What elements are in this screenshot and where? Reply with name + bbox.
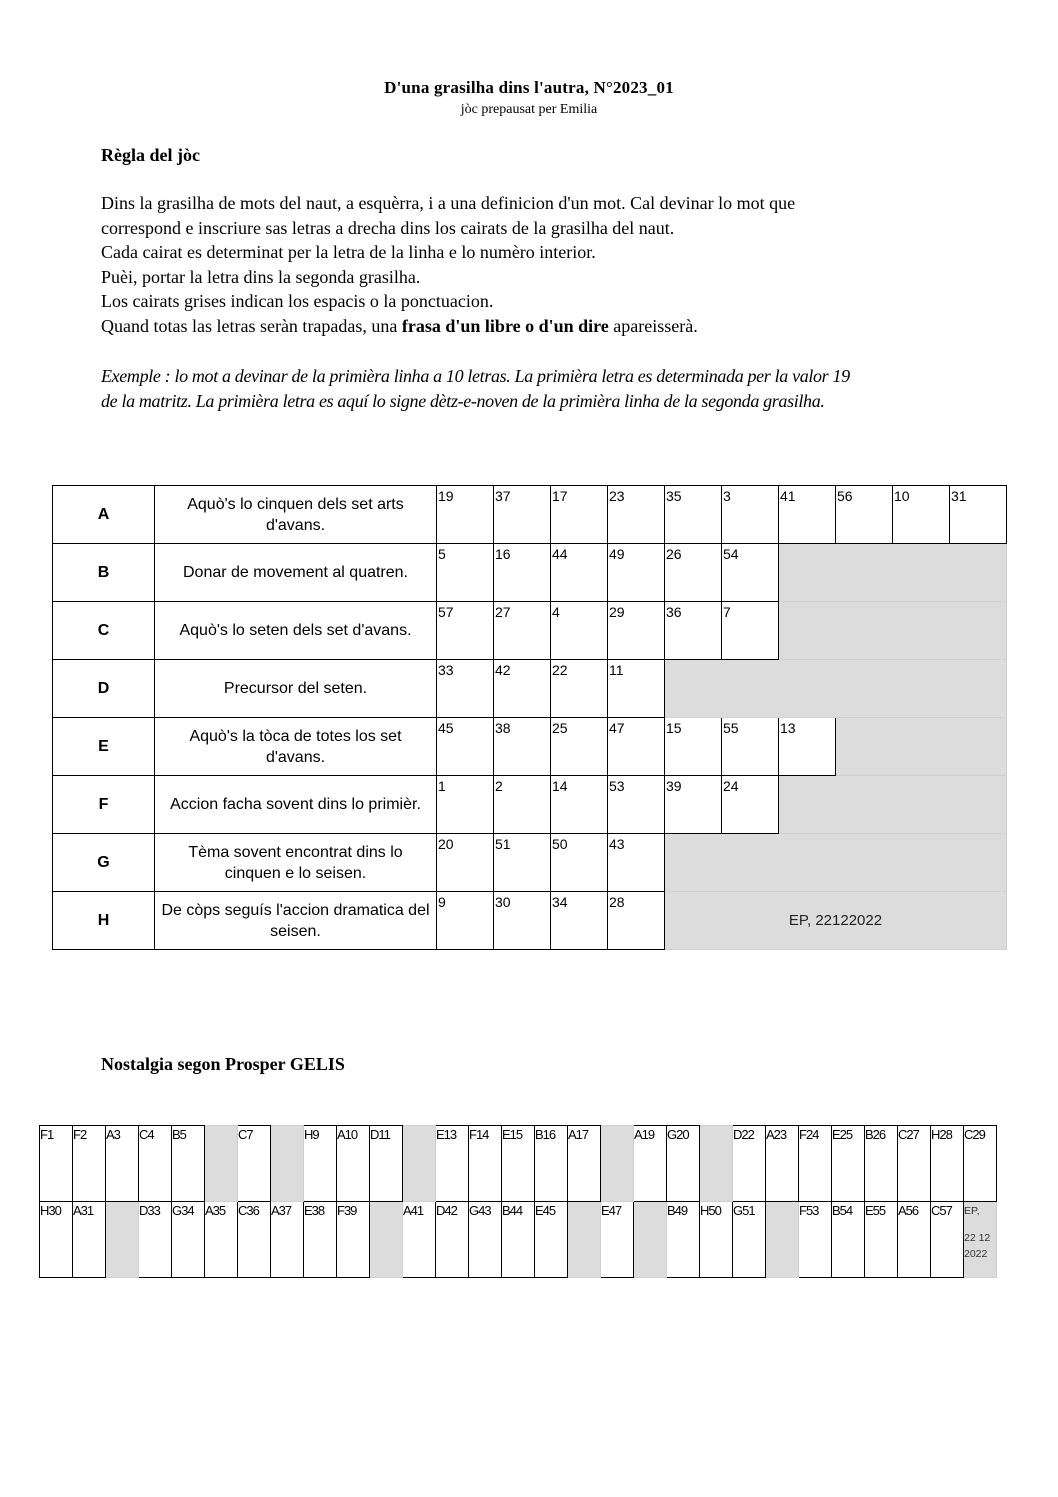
cell-number: 28 [609, 894, 625, 910]
answer-cell[interactable] [502, 1202, 535, 1278]
row-definition: Tèma sovent encontrat dins lo cinquen e lo seisen. [155, 834, 437, 892]
answer-cell[interactable] [205, 1202, 238, 1278]
letter-cell[interactable] [494, 834, 551, 892]
cell-number: 7 [723, 604, 731, 620]
letter-cell[interactable] [551, 660, 608, 718]
blank-area [779, 776, 1007, 834]
row-definition: Donar de movement al quatren. [155, 544, 437, 602]
cell-code: A23 [766, 1127, 787, 1142]
rules-line: Cada cairat es determinat per la letra de la linha e lo numèro interior. [101, 242, 596, 262]
cell-code: F14 [469, 1127, 489, 1142]
letter-cell[interactable] [494, 602, 551, 660]
cell-code: C4 [139, 1127, 154, 1142]
letter-cell[interactable] [665, 544, 722, 602]
letter-cell[interactable] [437, 602, 494, 660]
cell-number: 20 [438, 836, 454, 852]
grid-row-b [53, 544, 1007, 602]
letter-cell[interactable] [836, 486, 893, 544]
letter-cell[interactable] [551, 834, 608, 892]
cell-code: E25 [832, 1127, 853, 1142]
cell-number: 57 [438, 604, 454, 620]
letter-cell[interactable] [608, 892, 665, 950]
row-definition: Aquò's la tòca de totes los set d'avans. [155, 718, 437, 776]
letter-cell[interactable] [551, 602, 608, 660]
letter-cell[interactable] [437, 544, 494, 602]
letter-cell[interactable] [665, 776, 722, 834]
signature-cell [964, 1202, 997, 1278]
cell-number: 45 [438, 720, 454, 736]
row-definition: De còps seguís l'accion dramatica del seisen. [155, 892, 437, 950]
answer-row1 [40, 1126, 997, 1202]
answer-cell[interactable] [931, 1126, 964, 1202]
letter-cell[interactable] [551, 544, 608, 602]
row-label: A [53, 486, 155, 544]
blank-area [779, 602, 1007, 660]
cell-number: 11 [609, 662, 624, 678]
cell-code: H9 [304, 1127, 319, 1142]
row-label: D [53, 660, 155, 718]
cell-code: A31 [73, 1203, 94, 1218]
cell-code: E38 [304, 1203, 325, 1218]
answer-cell[interactable] [469, 1126, 502, 1202]
answer-cell[interactable] [568, 1126, 601, 1202]
cell-number: 39 [666, 778, 682, 794]
cell-code: G51 [733, 1203, 755, 1218]
row-definition: Accion facha sovent dins lo primièr. [155, 776, 437, 834]
letter-cell[interactable] [608, 660, 665, 718]
answer-cell[interactable] [139, 1126, 172, 1202]
cell-code: E47 [601, 1203, 622, 1218]
letter-cell[interactable] [437, 486, 494, 544]
cell-code: A17 [568, 1127, 589, 1142]
answer-cell[interactable] [139, 1202, 172, 1278]
letter-cell[interactable] [494, 776, 551, 834]
letter-cell[interactable] [551, 486, 608, 544]
answer-cell[interactable] [865, 1202, 898, 1278]
cell-code: D11 [370, 1127, 390, 1142]
cell-number: 51 [495, 836, 511, 852]
row-label: B [53, 544, 155, 602]
answer-row2 [40, 1202, 997, 1278]
cell-number: 56 [837, 488, 853, 504]
cell-code: B16 [535, 1127, 556, 1142]
cell-code: H30 [40, 1203, 61, 1218]
answer-cell[interactable] [172, 1126, 205, 1202]
signature-line: EP, [964, 1205, 980, 1217]
answer-cell[interactable] [106, 1126, 139, 1202]
answer-cell[interactable] [337, 1126, 370, 1202]
rules-line: Puèi, portar la letra dins la segonda grasilha. [101, 266, 421, 287]
cell-code: C57 [931, 1203, 952, 1218]
row-label: E [53, 718, 155, 776]
row-label: C [53, 602, 155, 660]
answer-cell[interactable] [172, 1202, 205, 1278]
cell-number: 37 [495, 488, 511, 504]
cell-number: 36 [666, 604, 682, 620]
letter-cell[interactable] [551, 892, 608, 950]
cell-number: 49 [609, 546, 625, 562]
blank-area [665, 660, 1007, 718]
cell-code: B44 [502, 1203, 523, 1218]
letter-cell[interactable] [494, 892, 551, 950]
grid-row-c [53, 602, 1007, 660]
answer-cell[interactable] [271, 1202, 304, 1278]
letter-cell[interactable] [722, 718, 779, 776]
cell-code: C7 [238, 1127, 253, 1142]
example-line: Exemple : lo mot a devinar de la primièra linha a 10 letras. La primièra letra es determinada per la valor 19 [101, 366, 850, 386]
rules-last-bold: frasa d'un libre o d'un dire [401, 315, 609, 336]
answer-cell[interactable] [535, 1126, 568, 1202]
letter-cell[interactable] [551, 776, 608, 834]
cell-code: E55 [865, 1203, 886, 1218]
cell-number: 25 [552, 720, 568, 736]
blank-area [779, 544, 1007, 602]
answer-cell[interactable] [436, 1126, 469, 1202]
answer-cell[interactable] [667, 1202, 700, 1278]
letter-cell[interactable] [608, 602, 665, 660]
cell-number: 16 [495, 546, 511, 562]
cell-number: 10 [894, 488, 910, 504]
cell-number: 13 [780, 720, 796, 736]
letter-cell[interactable] [494, 544, 551, 602]
cell-number: 19 [438, 488, 454, 504]
answer-cell[interactable] [601, 1202, 634, 1278]
letter-cell[interactable] [722, 776, 779, 834]
cell-code: A56 [898, 1203, 919, 1218]
cell-code: B49 [667, 1203, 688, 1218]
cell-code: G43 [469, 1203, 491, 1218]
cell-code: F2 [73, 1127, 87, 1142]
cell-code: F24 [799, 1127, 819, 1142]
example-line: de la matritz. La primièra letra es aquí lo signe dètz-e-noven de la primièra linha de la segonda grasilha. [101, 390, 825, 411]
cell-code: D42 [436, 1203, 457, 1218]
signature-line: 22 12 [964, 1232, 991, 1244]
cell-number: 5 [438, 546, 446, 562]
cell-code: D33 [139, 1203, 160, 1218]
answer-cell[interactable] [337, 1202, 370, 1278]
signature: EP, 22122022 [665, 892, 1007, 950]
cell-number: 4 [552, 604, 560, 620]
row-label: F [53, 776, 155, 834]
answer-cell[interactable] [436, 1202, 469, 1278]
cell-number: 30 [495, 894, 511, 910]
letter-cell[interactable] [551, 718, 608, 776]
space-cell [205, 1126, 238, 1202]
answer-cell[interactable] [799, 1126, 832, 1202]
cell-number: 31 [951, 488, 967, 504]
letter-cell[interactable] [722, 486, 779, 544]
letter-cell[interactable] [722, 544, 779, 602]
grid-row-f [53, 776, 1007, 834]
cell-number: 42 [495, 662, 511, 678]
answer-cell[interactable] [865, 1126, 898, 1202]
example-text [101, 364, 1001, 413]
cell-number: 2 [495, 778, 503, 794]
cell-number: 55 [723, 720, 739, 736]
letter-cell[interactable] [608, 776, 665, 834]
rules-heading: Règla del jòc [101, 145, 200, 165]
letter-cell[interactable] [494, 660, 551, 718]
page-title: D'una grasilha dins l'autra, N°2023_01 [384, 78, 674, 97]
row-definition: Aquò's lo seten dels set d'avans. [155, 602, 437, 660]
letter-cell[interactable] [494, 486, 551, 544]
cell-code: H50 [700, 1203, 721, 1218]
row-definition: Precursor del seten. [155, 660, 437, 718]
cell-number: 14 [552, 778, 568, 794]
cell-number: 43 [609, 836, 625, 852]
cell-code: A3 [106, 1127, 120, 1142]
cell-number: 22 [552, 662, 568, 678]
cell-code: F53 [799, 1203, 819, 1218]
answer-cell[interactable] [634, 1126, 667, 1202]
answer-cell[interactable] [799, 1202, 832, 1278]
answer-cell[interactable] [832, 1126, 865, 1202]
cell-number: 3 [723, 488, 731, 504]
letter-cell[interactable] [665, 486, 722, 544]
cell-number: 44 [552, 546, 568, 562]
cell-number: 38 [495, 720, 511, 736]
answer-cell[interactable] [700, 1202, 733, 1278]
cell-number: 9 [438, 894, 446, 910]
answer-cell[interactable] [667, 1126, 700, 1202]
cell-number: 33 [438, 662, 454, 678]
cell-code: F1 [40, 1127, 54, 1142]
letter-cell[interactable] [437, 718, 494, 776]
cell-code: E45 [535, 1203, 556, 1218]
letter-cell[interactable] [437, 834, 494, 892]
letter-cell[interactable] [722, 602, 779, 660]
cell-code: B5 [172, 1127, 186, 1142]
letter-cell[interactable] [608, 544, 665, 602]
answer-cell[interactable] [898, 1202, 931, 1278]
answer-grid [39, 1125, 997, 1278]
rules-last-before: Quand totas las letras seràn trapadas, una [101, 315, 402, 336]
letter-cell[interactable] [437, 660, 494, 718]
answer-cell[interactable] [73, 1202, 106, 1278]
rules-text [101, 191, 1001, 338]
answer-cell[interactable] [73, 1126, 106, 1202]
answer-cell[interactable] [733, 1202, 766, 1278]
letter-cell[interactable] [779, 718, 836, 776]
answer-cell[interactable] [304, 1202, 337, 1278]
answer-cell[interactable] [766, 1126, 799, 1202]
rules-line: Los cairats grises indican los espacis o la ponctuacion. [101, 291, 494, 311]
cell-number: 24 [723, 778, 739, 794]
space-cell [106, 1202, 139, 1278]
letter-cell[interactable] [437, 892, 494, 950]
letter-cell[interactable] [665, 602, 722, 660]
cell-code: C29 [964, 1127, 985, 1142]
cell-number: 23 [609, 488, 625, 504]
answer-cell[interactable] [238, 1126, 271, 1202]
answer-cell[interactable] [733, 1126, 766, 1202]
cell-number: 34 [552, 894, 568, 910]
rules-line: Dins la grasilha de mots del naut, a esquèrra, i a una definicion d'un mot. Cal devinar lo mot que [101, 193, 796, 213]
cell-code: A41 [403, 1203, 424, 1218]
space-cell [568, 1202, 601, 1278]
letter-cell[interactable] [665, 718, 722, 776]
space-cell [700, 1126, 733, 1202]
answer-cell[interactable] [469, 1202, 502, 1278]
answer-cell[interactable] [502, 1126, 535, 1202]
cell-code: F39 [337, 1203, 357, 1218]
grid-row-a [53, 486, 1007, 544]
answer-cell[interactable] [304, 1126, 337, 1202]
page-subtitle: jòc prepausat per Emilia [460, 102, 598, 117]
cell-code: A10 [337, 1127, 358, 1142]
letter-cell[interactable] [893, 486, 950, 544]
answer-cell[interactable] [403, 1202, 436, 1278]
blank-area [836, 718, 1007, 776]
cell-number: 54 [723, 546, 739, 562]
rules-line-last [101, 314, 1001, 339]
row-label: H [53, 892, 155, 950]
cell-number: 27 [495, 604, 511, 620]
cell-number: 50 [552, 836, 568, 852]
space-cell [766, 1202, 799, 1278]
cell-code: A35 [205, 1203, 226, 1218]
answer-cell[interactable] [40, 1202, 73, 1278]
letter-cell[interactable] [608, 718, 665, 776]
cell-number: 26 [666, 546, 682, 562]
grid-row-d [53, 660, 1007, 718]
letter-cell[interactable] [608, 834, 665, 892]
cell-number: 1 [438, 778, 446, 794]
answer-cell[interactable] [931, 1202, 964, 1278]
cell-code: C36 [238, 1203, 259, 1218]
cell-number: 29 [609, 604, 625, 620]
cell-code: A19 [634, 1127, 655, 1142]
letter-cell[interactable] [437, 776, 494, 834]
space-cell [601, 1126, 634, 1202]
grid-row-e [53, 718, 1007, 776]
rules-last-after: apareisserà. [608, 315, 698, 336]
answer-cell[interactable] [370, 1126, 403, 1202]
cell-code: C27 [898, 1127, 919, 1142]
signature-line: 2022 [964, 1248, 988, 1260]
answer-cell[interactable] [964, 1126, 997, 1202]
space-cell [403, 1126, 436, 1202]
cell-number: 41 [780, 488, 796, 504]
cell-number: 35 [666, 488, 682, 504]
definition-grid [52, 485, 1007, 950]
cell-number: 53 [609, 778, 625, 794]
row-label: G [53, 834, 155, 892]
space-cell [634, 1202, 667, 1278]
cell-number: 17 [552, 488, 568, 504]
row-definition: Aquò's lo cinquen dels set arts d'avans. [155, 486, 437, 544]
cell-code: E15 [502, 1127, 523, 1142]
answer-cell[interactable] [535, 1202, 568, 1278]
letter-cell[interactable] [950, 486, 1007, 544]
grid-row-h [53, 892, 1007, 950]
cell-code: E13 [436, 1127, 457, 1142]
letter-cell[interactable] [608, 486, 665, 544]
cell-number: 15 [666, 720, 682, 736]
answer-cell[interactable] [40, 1126, 73, 1202]
cell-code: H28 [931, 1127, 952, 1142]
cell-code: B26 [865, 1127, 886, 1142]
blank-area [665, 834, 1007, 892]
cell-code: G20 [667, 1127, 689, 1142]
cell-code: D22 [733, 1127, 754, 1142]
letter-cell[interactable] [779, 486, 836, 544]
second-grid-heading: Nostalgia segon Prosper GELIS [101, 1054, 345, 1074]
space-cell [370, 1202, 403, 1278]
letter-cell[interactable] [494, 718, 551, 776]
cell-code: A37 [271, 1203, 292, 1218]
answer-cell[interactable] [832, 1202, 865, 1278]
answer-cell[interactable] [238, 1202, 271, 1278]
space-cell [271, 1126, 304, 1202]
cell-code: B54 [832, 1203, 853, 1218]
cell-code: G34 [172, 1203, 194, 1218]
answer-cell[interactable] [898, 1126, 931, 1202]
grid-row-g [53, 834, 1007, 892]
rules-line: correspond e inscriure sas letras a drecha dins los cairats de la grasilha del naut. [101, 217, 675, 238]
cell-number: 47 [609, 720, 625, 736]
